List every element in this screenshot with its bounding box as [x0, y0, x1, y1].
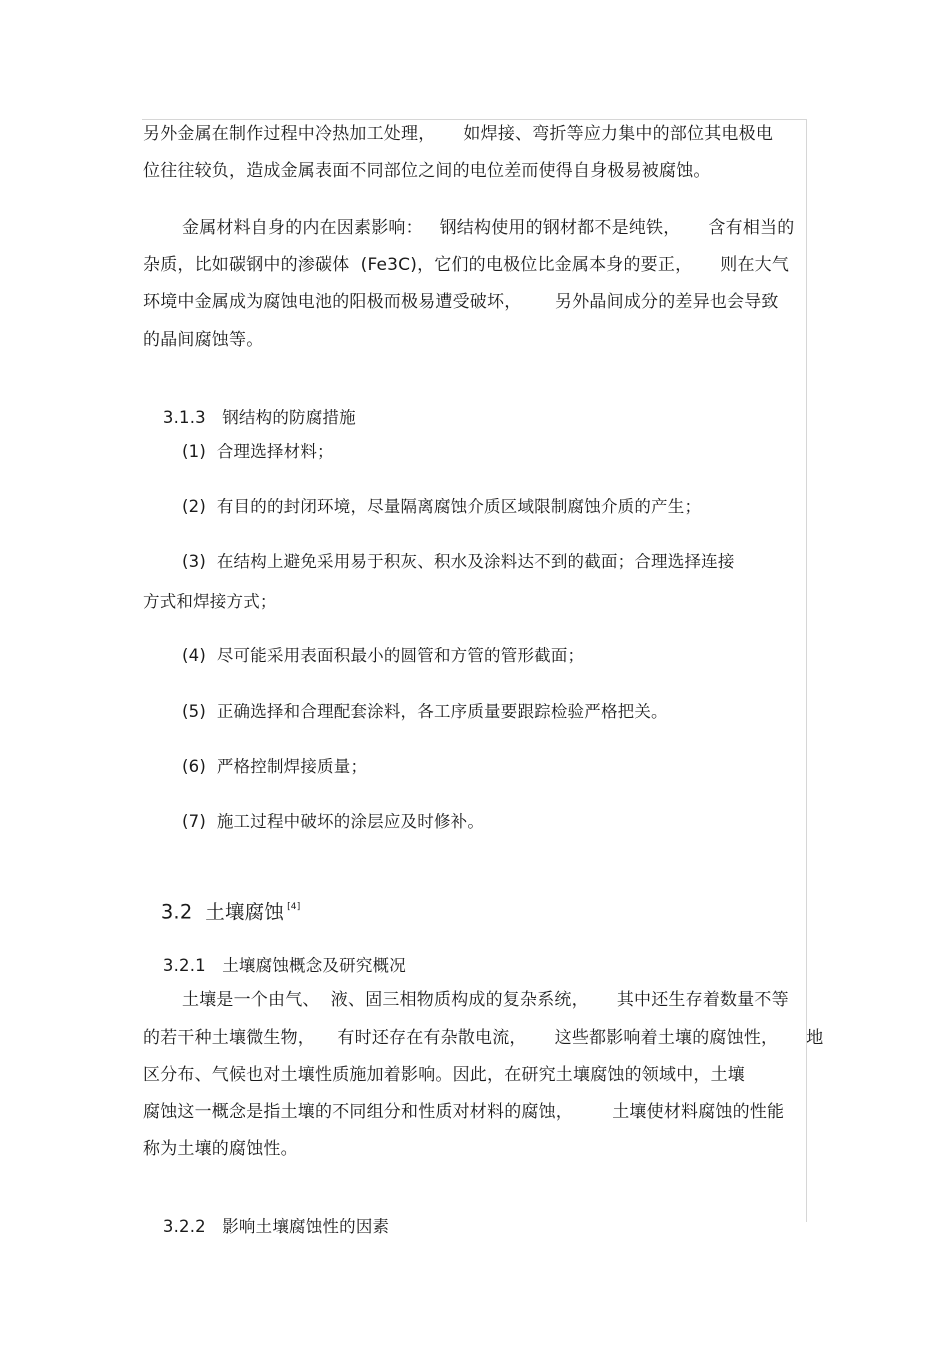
section-number: 3.2.2 [162, 1217, 206, 1236]
paragraph-3-line-3: 区分布、气候也对土壤性质施加着影响。因此，在研究土壤腐蚀的领域中，土壤 [143, 1065, 745, 1085]
reference-marker: [4] [287, 902, 301, 912]
measure-item-4: (4) 尽可能采用表面积最小的圆管和方管的管形截面； [182, 646, 585, 665]
paragraph-3-line-4: 腐蚀这一概念是指土壤的不同组分和性质对材料的腐蚀， 土壤使材料腐蚀的性能 [143, 1102, 785, 1122]
paragraph-2-line-2: 杂质，比如碳钢中的渗碳体 (Fe3C)，它们的电极位比金属本身的要正， 则在大气 [143, 255, 790, 275]
section-title: 钢结构的防腐措施 [222, 408, 356, 427]
paragraph-3-line-5: 称为土壤的腐蚀性。 [143, 1139, 298, 1159]
section-title: 土壤腐蚀概念及研究概况 [222, 956, 406, 975]
section-number: 3.2.1 [162, 956, 206, 975]
paragraph-1-line-1: 另外金属在制作过程中冷热加工处理， 如焊接、弯折等应力集中的部位其电极电 [143, 124, 774, 144]
section-number: 3.1.3 [162, 408, 206, 427]
measure-item-1: (1) 合理选择材料； [182, 442, 334, 461]
page-frame [142, 119, 807, 1222]
measure-item-5: (5) 正确选择和合理配套涂料，各工序质量要跟踪检验严格把关。 [182, 702, 668, 721]
measure-item-3: (3) 在结构上避免采用易于积灰、积水及涂料达不到的截面；合理选择连接 [182, 552, 735, 571]
paragraph-3-line-2: 的若干种土壤微生物， 有时还存在有杂散电流， 这些都影响着土壤的腐蚀性， 地 [143, 1028, 824, 1048]
paragraph-2-line-4: 的晶间腐蚀等。 [143, 330, 264, 350]
measure-item-2: (2) 有目的的封闭环境，尽量隔离腐蚀介质区域限制腐蚀介质的产生； [182, 497, 702, 516]
paragraph-2-line-3: 环境中金属成为腐蚀电池的阳极而极易遭受破坏， 另外晶间成分的差异也会导致 [143, 292, 779, 312]
measure-item-7: (7) 施工过程中破坏的涂层应及时修补。 [182, 812, 485, 831]
paragraph-2-line-1: 金属材料自身的内在因素影响： 钢结构使用的钢材都不是纯铁， 含有相当的 [182, 218, 795, 238]
section-heading-3-2-1 [152, 933, 406, 977]
paragraph-1-line-2: 位往往较负，造成金属表面不同部位之间的电位差而使得自身极易被腐蚀。 [143, 161, 711, 181]
measure-item-3-continuation: 方式和焊接方式； [143, 592, 277, 611]
section-number: 3.2 [160, 900, 193, 924]
section-heading-3-2 [148, 870, 300, 926]
paragraph-3-line-1: 土壤是一个由气、 液、固三相物质构成的复杂系统， 其中还生存着数量不等 [182, 990, 789, 1010]
section-heading-3-2-2 [152, 1194, 389, 1238]
section-heading-3-1-3 [152, 385, 356, 429]
section-title: 影响土壤腐蚀性的因素 [222, 1217, 390, 1236]
section-title: 土壤腐蚀 [205, 900, 285, 924]
measure-item-6: (6) 严格控制焊接质量； [182, 757, 368, 776]
